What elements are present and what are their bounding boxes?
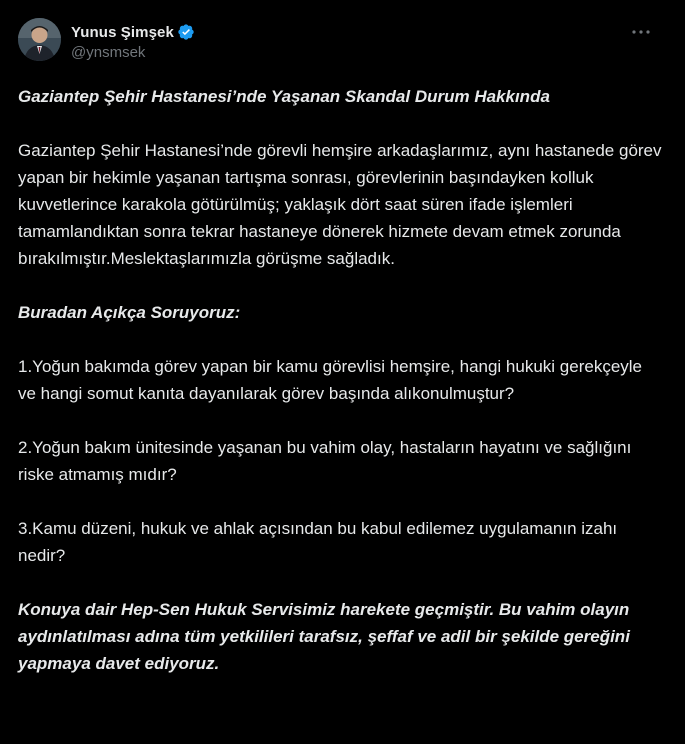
post-paragraph: Gaziantep Şehir Hastanesi’nde görevli hemşire arkadaşlarımız, aynı hastanede görev yapan bir hekimle yaşanan tartışma sonrası, görevlerinin başındayken kolluk kuvvetlerince karakola götürülmüş; yaklaşık dört saat süren ifade işlemleri tamamlandıktan sonra tekrar hastaneye dönerek hizmete devam etmek zorunda bırakılmıştır.Meslektaşlarımızla görüşme sağladık.	[18, 141, 662, 268]
tweet-text	[18, 83, 667, 677]
tweet-header	[18, 0, 667, 72]
handle[interactable]: @ynsmsek	[71, 44, 146, 61]
more-options-icon[interactable]	[627, 22, 655, 42]
question-3: 3.Kamu düzeni, hukuk ve ahlak açısından bu kabul edilemez uygulamanın izahı nedir?	[18, 519, 618, 565]
post-title: Gaziantep Şehir Hastanesi’nde Yaşanan Skandal Durum Hakkında	[18, 87, 550, 106]
closing-paragraph: Konuya dair Hep-Sen Hukuk Servisimiz harekete geçmiştir. Bu vahim olayın aydınlatılması adına tüm yetkilileri tarafsız, şeffaf ve adil bir şekilde gereğini yapmaya davet ediyoruz.	[18, 600, 630, 673]
question-1: 1.Yoğun bakımda görev yapan bir kamu görevlisi hemşire, hangi hukuki gerekçeyle ve hangi somut kanıta dayanılarak görev başında alıkonulmuştur?	[18, 357, 643, 403]
author-info	[71, 18, 195, 61]
avatar[interactable]	[18, 18, 61, 61]
verified-badge-icon[interactable]	[177, 23, 195, 41]
display-name[interactable]: Yunus Şimşek	[71, 23, 174, 41]
name-row	[71, 22, 195, 42]
question-2: 2.Yoğun bakım ünitesinde yaşanan bu vahim olay, hastaların hayatını ve sağlığını riske atmamış mıdır?	[18, 438, 632, 484]
section-heading: Buradan Açıkça Soruyoruz:	[18, 303, 241, 322]
